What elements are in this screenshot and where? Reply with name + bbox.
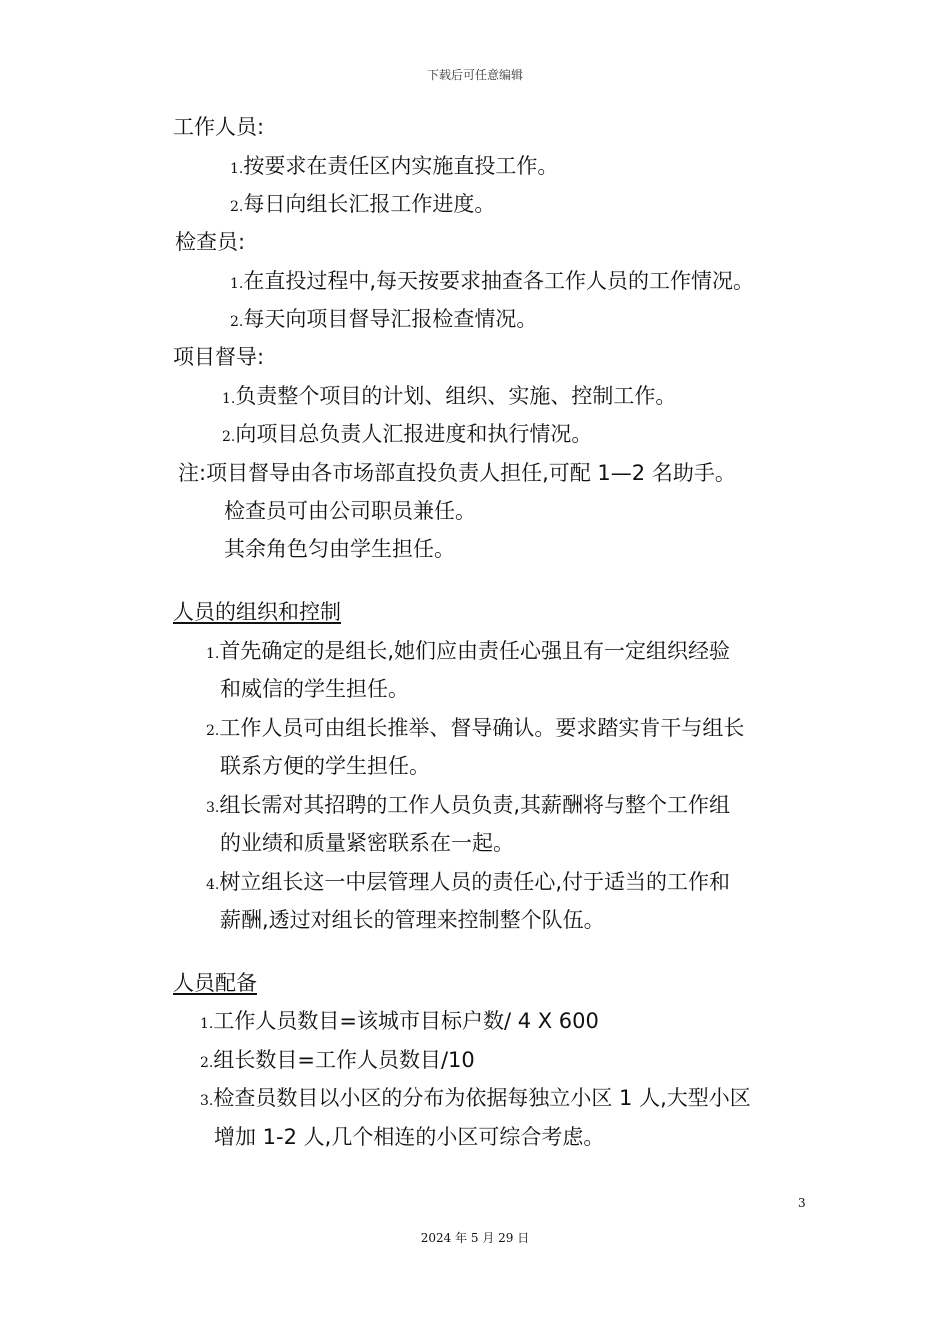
organization-item-3: [206, 792, 730, 821]
item-number: 1.: [206, 646, 220, 662]
page-header: 下载后可任意编辑: [426, 68, 523, 82]
item-number: 2.: [230, 314, 244, 330]
organization-item-3-cont: 的业绩和质量紧密联系在一起。: [220, 831, 514, 855]
note-line-2: 检查员可由公司职员兼任。: [224, 499, 476, 523]
item-text: 在直投过程中,每天按要求抽查各工作人员的工作情况。: [243, 269, 755, 293]
supervisor-heading: 项目督导:: [173, 345, 265, 369]
item-text: 按要求在责任区内实施直投工作。: [243, 154, 559, 178]
worker-item-1: [230, 153, 558, 182]
item-number: 2.: [200, 1055, 214, 1071]
item-number: 1.: [230, 276, 244, 292]
worker-item-2: [230, 191, 495, 220]
staffing-item-1: [200, 1008, 599, 1037]
organization-item-2-cont: 联系方便的学生担任。: [220, 754, 430, 778]
supervisor-item-2: [222, 421, 592, 450]
inspector-item-1: [230, 268, 754, 297]
item-number: 4.: [206, 877, 220, 893]
note-line-1: 注:项目督导由各市场部直投负责人担任,可配 1—2 名助手。: [178, 461, 736, 485]
staffing-item-2: [200, 1047, 475, 1076]
item-text: 组长需对其招聘的工作人员负责,其薪酬将与整个工作组: [219, 793, 731, 817]
item-text: 负责整个项目的计划、组织、实施、控制工作。: [235, 384, 677, 408]
staffing-section-title: 人员配备: [173, 971, 257, 995]
item-number: 3.: [200, 1093, 214, 1109]
staffing-item-3-cont: 增加 1-2 人,几个相连的小区可综合考虑。: [214, 1125, 605, 1149]
item-number: 2.: [230, 199, 244, 215]
item-text: 树立组长这一中层管理人员的责任心,付于适当的工作和: [219, 870, 731, 894]
item-text: 检查员数目以小区的分布为依据每独立小区 1 人,大型小区: [213, 1086, 751, 1110]
inspector-heading: 检查员:: [175, 230, 246, 254]
item-text: 工作人员可由组长推举、督导确认。要求踏实肯干与组长: [219, 716, 745, 740]
organization-item-1: [206, 638, 730, 667]
organization-item-4: [206, 869, 730, 898]
item-text: 组长数目=工作人员数目/10: [213, 1048, 475, 1072]
item-number: 2.: [206, 723, 220, 739]
item-text: 向项目总负责人汇报进度和执行情况。: [235, 422, 593, 446]
organization-item-2: [206, 715, 744, 744]
inspector-item-2: [230, 306, 537, 335]
organization-item-4-cont: 薪酬,透过对组长的管理来控制整个队伍。: [220, 908, 605, 932]
organization-item-1-cont: 和威信的学生担任。: [220, 677, 409, 701]
note-line-3: 其余角色匀由学生担任。: [224, 537, 455, 561]
item-number: 2.: [222, 429, 236, 445]
item-number: 1.: [200, 1016, 214, 1032]
item-number: 1.: [222, 391, 236, 407]
item-number: 3.: [206, 800, 220, 816]
item-text: 工作人员数目=该城市目标户数/ 4 X 600: [213, 1009, 599, 1033]
staffing-item-3: [200, 1085, 751, 1114]
worker-heading: 工作人员:: [173, 115, 265, 139]
item-text: 每天向项目督导汇报检查情况。: [243, 307, 538, 331]
page-number: 3: [798, 1196, 806, 1210]
item-text: 首先确定的是组长,她们应由责任心强且有一定组织经验: [219, 639, 731, 663]
item-text: 每日向组长汇报工作进度。: [243, 192, 496, 216]
footer-date: 2024 年 5 月 29 日: [420, 1231, 530, 1245]
supervisor-item-1: [222, 383, 676, 412]
organization-section-title: 人员的组织和控制: [173, 600, 341, 624]
item-number: 1.: [230, 161, 244, 177]
